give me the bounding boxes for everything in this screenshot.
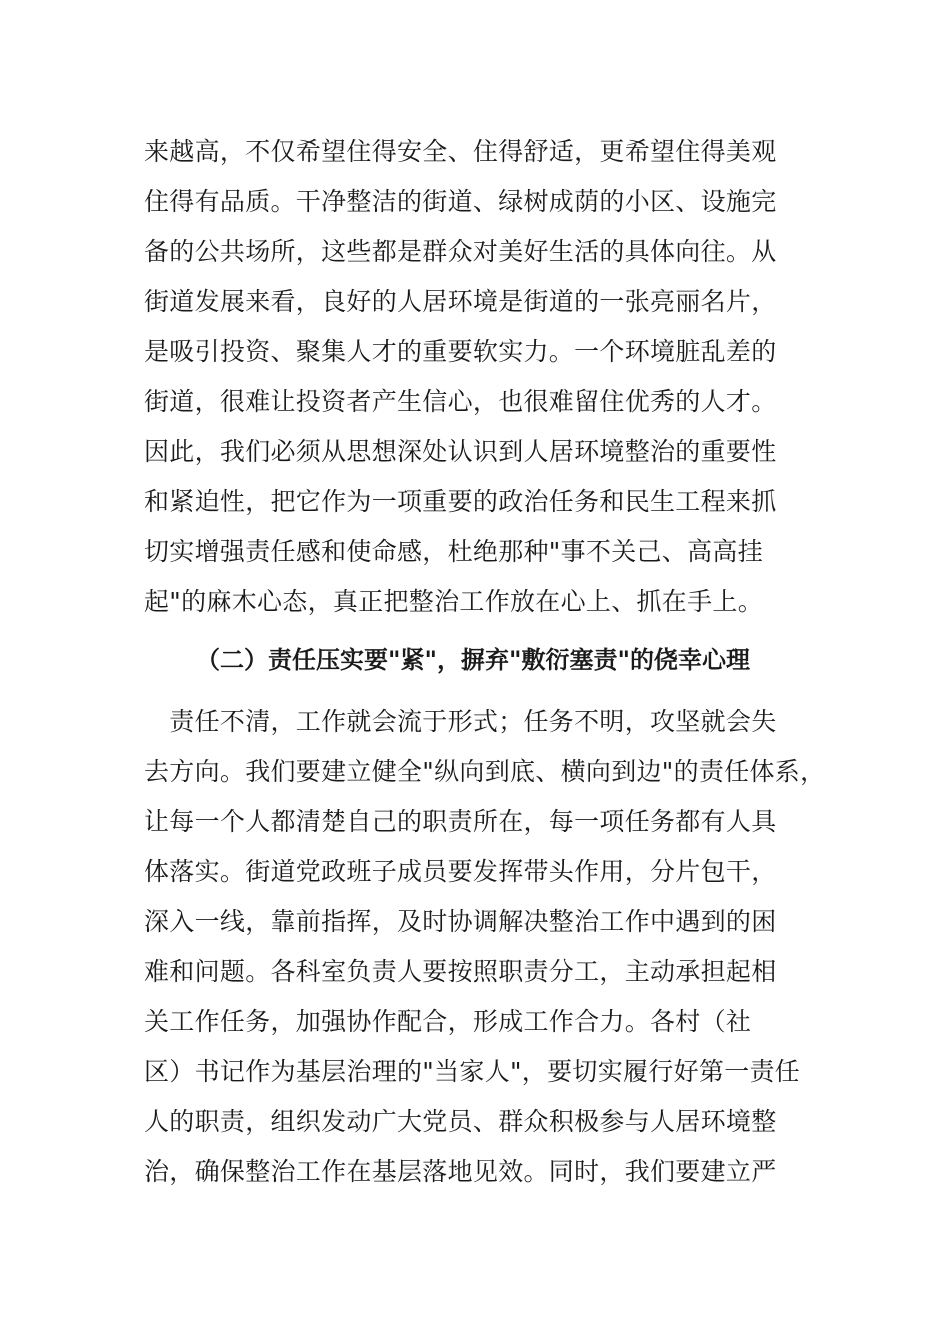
paragraph-line: 街道，很难让投资者产生信心，也很难留住优秀的人才。	[144, 387, 777, 416]
paragraph-line: 去方向。我们要建立健全"纵向到底、横向到边"的责任体系，	[144, 757, 826, 786]
paragraph-line: 和紧迫性，把它作为一项重要的政治任务和民生工程来抓	[144, 487, 777, 516]
paragraph-line: 住得有品质。干净整洁的街道、绿树成荫的小区、设施完	[144, 187, 777, 216]
paragraph-line: 因此，我们必须从思想深处认识到人居环境整治的重要性	[144, 437, 777, 466]
paragraph-line: 体落实。街道党政班子成员要发挥带头作用，分片包干，	[144, 857, 777, 886]
paragraph-line: 切实增强责任感和使命感，杜绝那种"事不关己、高高挂	[144, 537, 764, 566]
paragraph-line: 是吸引投资、聚集人才的重要软实力。一个环境脏乱差的	[144, 337, 777, 366]
paragraph-line: 街道发展来看，良好的人居环境是街道的一张亮丽名片，	[144, 287, 777, 316]
paragraph-line: 区）书记作为基层治理的"当家人"，要切实履行好第一责任	[144, 1057, 801, 1086]
paragraph-line: 难和问题。各科室负责人要按照职责分工，主动承担起相	[144, 957, 777, 986]
paragraph-line: 起"的麻木心态，真正把整治工作放在心上、抓在手上。	[144, 587, 764, 616]
paragraph-line: 深入一线，靠前指挥，及时协调解决整治工作中遇到的困	[144, 907, 777, 936]
paragraph-line: 让每一个人都清楚自己的职责所在，每一项任务都有人具	[144, 807, 777, 836]
paragraph-line: 关工作任务，加强协作配合，形成工作合力。各村（社	[144, 1007, 752, 1036]
paragraph-line: 人的职责，组织发动广大党员、群众积极参与人居环境整	[144, 1107, 777, 1136]
paragraph-1	[144, 127, 834, 627]
paragraph-2	[144, 697, 834, 1197]
paragraph-line: 责任不清，工作就会流于形式；任务不明，攻坚就会失	[144, 707, 777, 736]
paragraph-line: 备的公共场所，这些都是群众对美好生活的具体向往。从	[144, 237, 777, 266]
paragraph-line: 来越高，不仅希望住得安全、住得舒适，更希望住得美观	[144, 137, 777, 166]
paragraph-line: 治，确保整治工作在基层落地见效。同时，我们要建立严	[144, 1157, 777, 1186]
section-heading: （二）责任压实要"紧"，摒弃"敷衍塞责"的侥幸心理	[196, 646, 751, 674]
